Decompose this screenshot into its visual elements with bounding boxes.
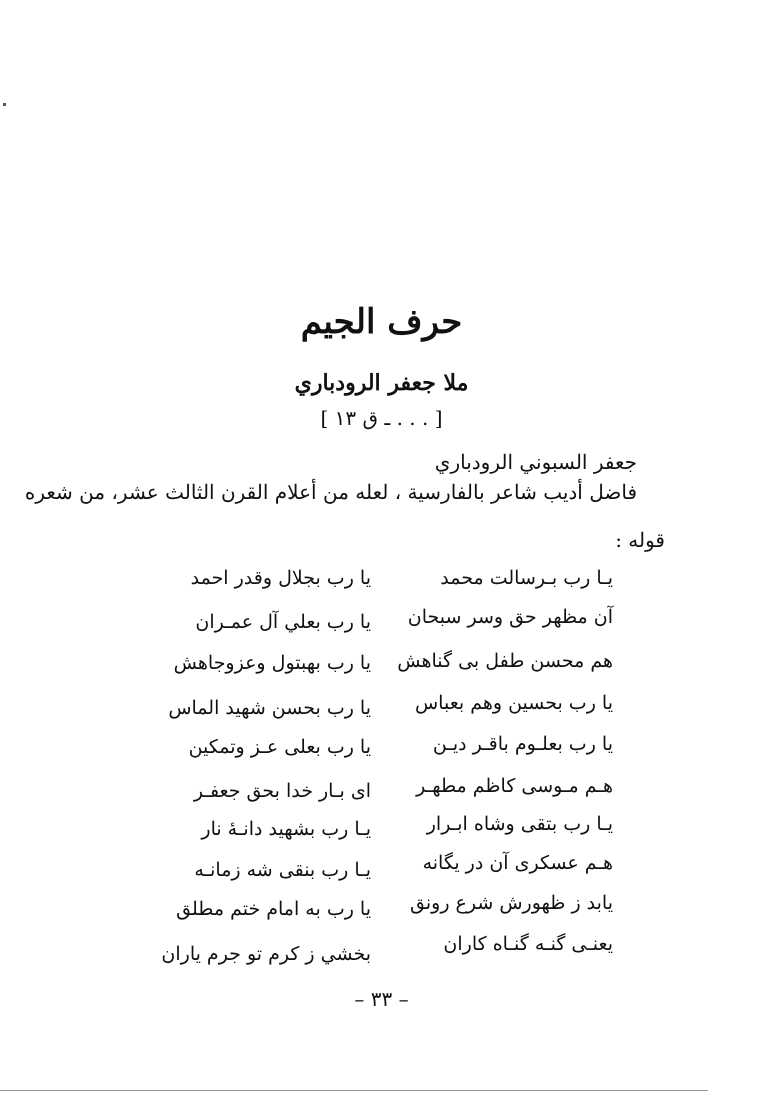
verse-first-hemistich: يـا رب بنقی شه زمانـه <box>194 859 371 881</box>
verse-first-hemistich: يا رب بعلی عـز وتمكين <box>188 736 371 758</box>
verse-first-hemistich: يا رب بعلي آل عمـران <box>195 611 371 633</box>
verse-second-hemistich: هـم مـوسی كاظم مطهـر <box>416 775 613 797</box>
verse-second-hemistich: آن مظهر حق وسر سبحان <box>407 606 613 628</box>
verse-first-hemistich: ای بـار خدا بحق جعفـر <box>193 780 371 802</box>
verse-first-hemistich: يا رب به امام ختم مطلق <box>176 898 371 920</box>
verse-second-hemistich: هم محسن طفل بی گناهش <box>397 650 613 672</box>
verse-first-hemistich: يا رب بحسن شهيد الماس <box>168 697 371 719</box>
verse-second-hemistich: يابد ز ظهورش شرع رونق <box>410 892 613 914</box>
poet-dates: [ . . . ـ ق ١٣ ] <box>320 406 443 430</box>
verse-second-hemistich: هـم عسكری آن در يگانه <box>422 852 613 874</box>
verse-second-hemistich: يـا رب بتقی وشاه ابـرار <box>426 813 613 835</box>
verse-second-hemistich: يا رب بحسين وهم بعباس <box>414 692 613 714</box>
verse-first-hemistich: يـا رب بشهيد دانـۀ نار <box>201 818 371 840</box>
verse-first-hemistich: يا رب بجلال وقدر احمد <box>190 567 371 589</box>
verse-second-hemistich: يـا رب بـرسالت محمد <box>440 567 613 589</box>
verse-second-hemistich: يا رب بعلـوم باقـر ديـن <box>432 733 613 755</box>
section-title: حرف الجيم <box>300 302 463 342</box>
page-number: – ٣٣ – <box>354 987 409 1011</box>
bottom-rule <box>0 1090 708 1091</box>
poet-full-name: جعفر السبوني الرودباري <box>434 450 637 474</box>
poet-name: ملا جعفر الرودباري <box>294 370 469 396</box>
poet-biography: فاضل أديب شاعر بالفارسية ، لعله من أعلام القرن الثالث عشر، من شعره <box>24 480 637 504</box>
verse-first-hemistich: يا رب بهبتول وعزوجاهش <box>173 652 371 674</box>
verse-second-hemistich: يعنـی گنـه گنـاه كاران <box>443 933 613 955</box>
poem-intro: قوله : <box>615 528 665 552</box>
verse-first-hemistich: بخشي ز كرم تو جرم ياران <box>161 943 371 965</box>
